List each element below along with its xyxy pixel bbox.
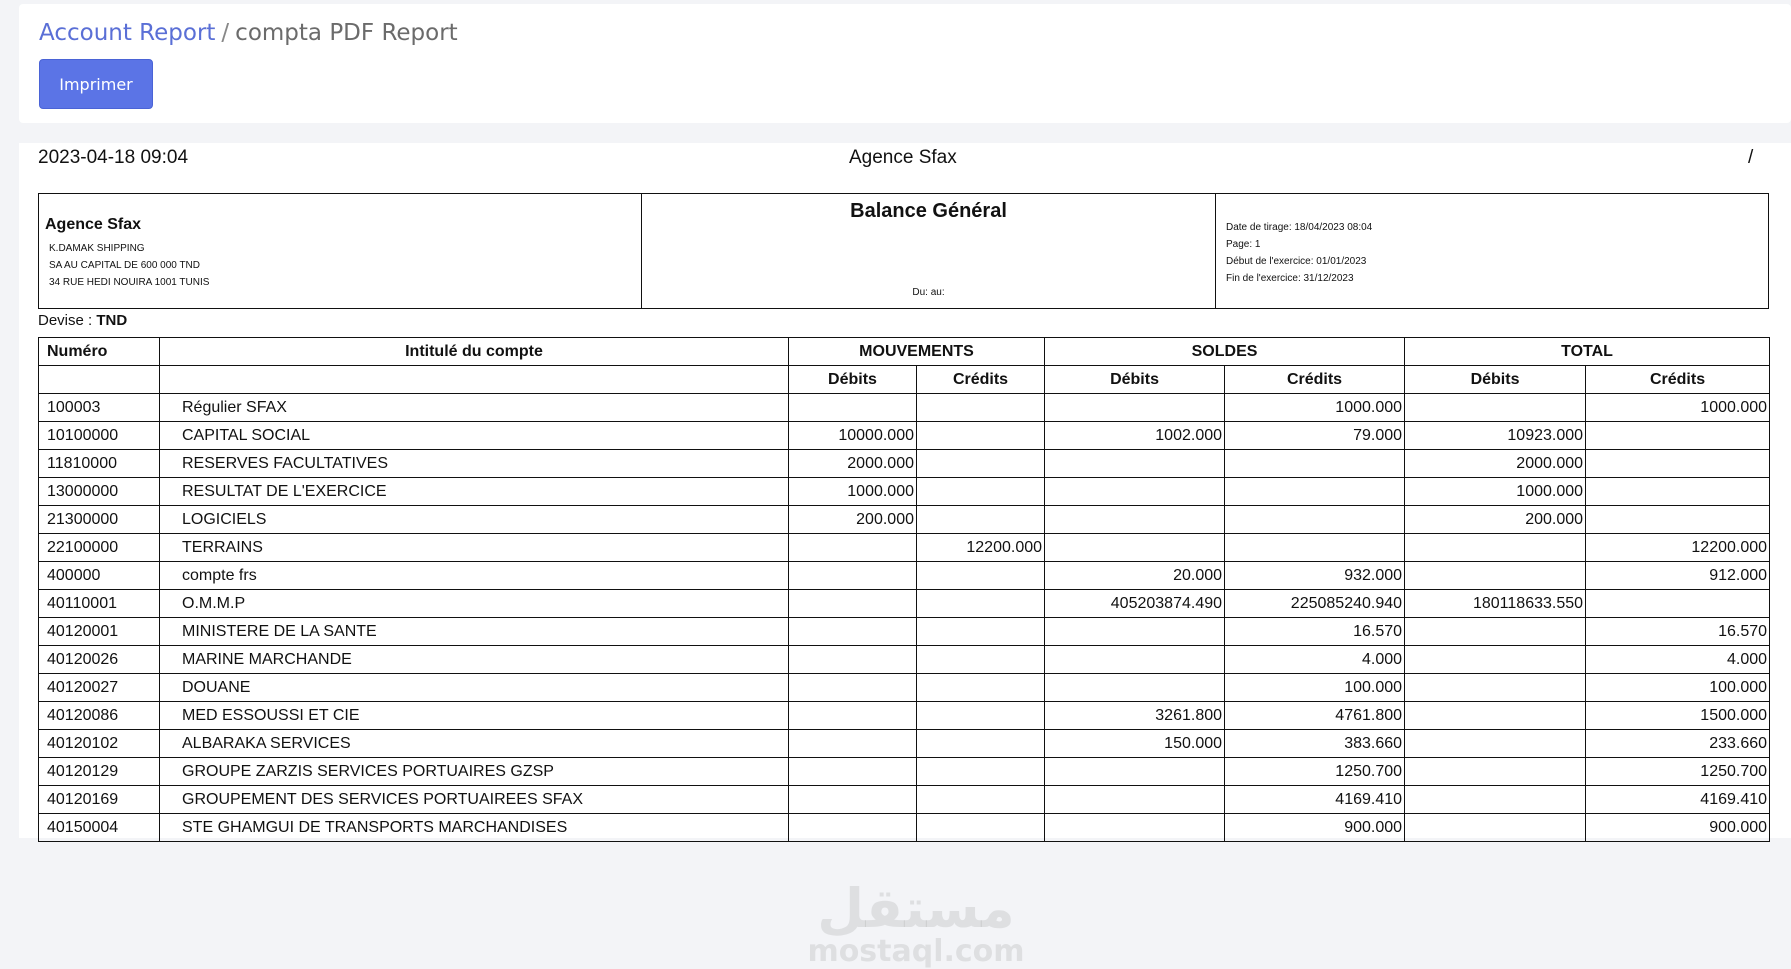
cell-account-number: 40120129 xyxy=(39,758,160,786)
cell-total-credit: 100.000 xyxy=(1586,674,1770,702)
cell-soldes-credit xyxy=(1225,506,1405,534)
cell-total-debit: 180118633.550 xyxy=(1405,590,1586,618)
cell-soldes-credit: 4.000 xyxy=(1225,646,1405,674)
breadcrumb-link-account-report[interactable]: Account Report xyxy=(39,20,216,46)
cell-total-debit: 200.000 xyxy=(1405,506,1586,534)
watermark xyxy=(806,877,1026,969)
table-subheader-row xyxy=(39,366,1770,394)
cell-mouvements-debit: 1000.000 xyxy=(789,478,917,506)
cell-mouvements-credit xyxy=(917,618,1045,646)
cell-account-number: 40120169 xyxy=(39,786,160,814)
column-header-intitule: Intitulé du compte xyxy=(160,338,789,366)
cell-total-debit: 2000.000 xyxy=(1405,450,1586,478)
cell-mouvements-debit xyxy=(789,534,917,562)
cell-mouvements-credit xyxy=(917,478,1045,506)
cell-mouvements-credit xyxy=(917,814,1045,842)
report-page xyxy=(19,143,1791,969)
cell-total-credit: 1000.000 xyxy=(1586,394,1770,422)
cell-account-number: 13000000 xyxy=(39,478,160,506)
report-period: Du: au: xyxy=(912,287,945,298)
column-group-mouvements: MOUVEMENTS xyxy=(789,338,1045,366)
title-block xyxy=(642,194,1216,308)
cell-account-label: TERRAINS xyxy=(160,534,789,562)
cell-total-credit: 1250.700 xyxy=(1586,758,1770,786)
cell-mouvements-debit xyxy=(789,590,917,618)
cell-soldes-debit xyxy=(1045,618,1225,646)
cell-account-label: DOUANE xyxy=(160,674,789,702)
cell-soldes-credit xyxy=(1225,478,1405,506)
company-line: K.DAMAK SHIPPING xyxy=(49,243,145,254)
column-header-mouvements-credits: Crédits xyxy=(917,366,1045,394)
cell-account-number: 40120086 xyxy=(39,702,160,730)
cell-soldes-credit: 1000.000 xyxy=(1225,394,1405,422)
cell-total-debit xyxy=(1405,618,1586,646)
cell-mouvements-credit xyxy=(917,562,1045,590)
cell-mouvements-debit: 200.000 xyxy=(789,506,917,534)
cell-total-credit: 900.000 xyxy=(1586,814,1770,842)
cell-mouvements-debit xyxy=(789,814,917,842)
cell-total-credit xyxy=(1586,590,1770,618)
cell-account-label: CAPITAL SOCIAL xyxy=(160,422,789,450)
watermark-arabic: مستقل xyxy=(817,877,1015,940)
cell-account-number: 100003 xyxy=(39,394,160,422)
currency-line xyxy=(38,312,127,329)
table-row xyxy=(39,534,1770,562)
cell-account-label: ALBARAKA SERVICES xyxy=(160,730,789,758)
cell-mouvements-debit xyxy=(789,394,917,422)
cell-soldes-credit: 100.000 xyxy=(1225,674,1405,702)
cell-soldes-debit xyxy=(1045,394,1225,422)
cell-mouvements-debit xyxy=(789,786,917,814)
report-page-header xyxy=(19,143,1791,173)
cell-account-label: MARINE MARCHANDE xyxy=(160,646,789,674)
cell-soldes-debit xyxy=(1045,506,1225,534)
cell-account-number: 40120026 xyxy=(39,646,160,674)
cell-soldes-credit: 16.570 xyxy=(1225,618,1405,646)
table-row xyxy=(39,450,1770,478)
table-body xyxy=(39,394,1770,842)
breadcrumb-current: compta PDF Report xyxy=(235,20,458,46)
cell-total-debit xyxy=(1405,758,1586,786)
table-row xyxy=(39,478,1770,506)
table-row xyxy=(39,422,1770,450)
cell-mouvements-debit xyxy=(789,646,917,674)
cell-mouvements-credit xyxy=(917,422,1045,450)
cell-soldes-debit xyxy=(1045,814,1225,842)
cell-account-number: 40120027 xyxy=(39,674,160,702)
table-row xyxy=(39,814,1770,842)
cell-account-number: 40120102 xyxy=(39,730,160,758)
print-button[interactable]: Imprimer xyxy=(39,59,153,109)
cell-account-label: GROUPE ZARZIS SERVICES PORTUAIRES GZSP xyxy=(160,758,789,786)
currency-value: TND xyxy=(96,312,128,329)
column-header-total-debits: Débits xyxy=(1405,366,1586,394)
cell-soldes-credit xyxy=(1225,450,1405,478)
cell-total-credit: 233.660 xyxy=(1586,730,1770,758)
cell-total-credit: 4.000 xyxy=(1586,646,1770,674)
breadcrumb-separator: / xyxy=(221,20,230,46)
cell-mouvements-credit xyxy=(917,506,1045,534)
cell-account-label: STE GHAMGUI DE TRANSPORTS MARCHANDISES xyxy=(160,814,789,842)
cell-soldes-credit: 383.660 xyxy=(1225,730,1405,758)
watermark-latin: mostaql.com xyxy=(807,934,1025,969)
cell-soldes-credit: 932.000 xyxy=(1225,562,1405,590)
cell-soldes-debit xyxy=(1045,786,1225,814)
cell-account-number: 11810000 xyxy=(39,450,160,478)
cell-soldes-debit xyxy=(1045,478,1225,506)
cell-account-label: GROUPEMENT DES SERVICES PORTUAIREES SFAX xyxy=(160,786,789,814)
company-line: 34 RUE HEDI NOUIRA 1001 TUNIS xyxy=(49,277,210,288)
column-header-empty xyxy=(160,366,789,394)
cell-soldes-debit xyxy=(1045,646,1225,674)
cell-account-number: 22100000 xyxy=(39,534,160,562)
cell-total-debit xyxy=(1405,562,1586,590)
table-row xyxy=(39,730,1770,758)
cell-account-label: RESULTAT DE L'EXERCICE xyxy=(160,478,789,506)
breadcrumb xyxy=(39,20,458,46)
company-line: SA AU CAPITAL DE 600 000 TND xyxy=(49,260,200,271)
table-row xyxy=(39,506,1770,534)
company-block xyxy=(39,194,642,308)
cell-total-credit xyxy=(1586,450,1770,478)
cell-total-credit: 16.570 xyxy=(1586,618,1770,646)
cell-soldes-debit xyxy=(1045,758,1225,786)
cell-mouvements-credit: 12200.000 xyxy=(917,534,1045,562)
cell-mouvements-credit xyxy=(917,758,1045,786)
table-row xyxy=(39,674,1770,702)
cell-soldes-debit xyxy=(1045,534,1225,562)
cell-total-credit: 1500.000 xyxy=(1586,702,1770,730)
report-page-marker: / xyxy=(1748,147,1754,168)
table-row xyxy=(39,394,1770,422)
cell-soldes-credit: 4169.410 xyxy=(1225,786,1405,814)
cell-mouvements-debit xyxy=(789,562,917,590)
table-row xyxy=(39,590,1770,618)
table-header-row xyxy=(39,338,1770,366)
cell-account-label: MINISTERE DE LA SANTE xyxy=(160,618,789,646)
cell-mouvements-credit xyxy=(917,590,1045,618)
cell-total-credit xyxy=(1586,478,1770,506)
cell-account-number: 40110001 xyxy=(39,590,160,618)
cell-total-debit xyxy=(1405,814,1586,842)
cell-soldes-credit: 79.000 xyxy=(1225,422,1405,450)
meta-line: Fin de l'exercice: 31/12/2023 xyxy=(1226,273,1354,284)
cell-soldes-debit: 1002.000 xyxy=(1045,422,1225,450)
header-card xyxy=(19,4,1791,123)
cell-mouvements-credit xyxy=(917,394,1045,422)
cell-mouvements-debit xyxy=(789,702,917,730)
cell-soldes-credit: 225085240.940 xyxy=(1225,590,1405,618)
cell-account-number: 40120001 xyxy=(39,618,160,646)
cell-account-number: 400000 xyxy=(39,562,160,590)
column-header-empty xyxy=(39,366,160,394)
cell-account-label: MED ESSOUSSI ET CIE xyxy=(160,702,789,730)
report-datetime: 2023-04-18 09:04 xyxy=(38,147,189,168)
meta-line: Date de tirage: 18/04/2023 08:04 xyxy=(1226,222,1373,233)
cell-soldes-debit: 150.000 xyxy=(1045,730,1225,758)
cell-soldes-debit xyxy=(1045,674,1225,702)
column-header-soldes-credits: Crédits xyxy=(1225,366,1405,394)
meta-line: Page: 1 xyxy=(1226,239,1261,250)
column-group-soldes: SOLDES xyxy=(1045,338,1405,366)
cell-soldes-credit xyxy=(1225,534,1405,562)
currency-label: Devise : xyxy=(38,312,93,329)
cell-mouvements-debit xyxy=(789,674,917,702)
cell-mouvements-credit xyxy=(917,702,1045,730)
cell-total-credit: 4169.410 xyxy=(1586,786,1770,814)
cell-soldes-debit: 20.000 xyxy=(1045,562,1225,590)
cell-account-label: compte frs xyxy=(160,562,789,590)
cell-total-debit xyxy=(1405,786,1586,814)
cell-mouvements-debit xyxy=(789,758,917,786)
cell-soldes-debit: 405203874.490 xyxy=(1045,590,1225,618)
column-header-soldes-debits: Débits xyxy=(1045,366,1225,394)
cell-mouvements-debit: 2000.000 xyxy=(789,450,917,478)
cell-total-credit xyxy=(1586,506,1770,534)
cell-account-number: 40150004 xyxy=(39,814,160,842)
table-row xyxy=(39,646,1770,674)
cell-total-credit: 912.000 xyxy=(1586,562,1770,590)
cell-mouvements-credit xyxy=(917,674,1045,702)
cell-total-debit xyxy=(1405,730,1586,758)
cell-account-label: Régulier SFAX xyxy=(160,394,789,422)
column-header-mouvements-debits: Débits xyxy=(789,366,917,394)
cell-soldes-debit xyxy=(1045,450,1225,478)
cell-mouvements-debit xyxy=(789,730,917,758)
cell-total-debit xyxy=(1405,534,1586,562)
cell-account-label: O.M.M.P xyxy=(160,590,789,618)
meta-block xyxy=(1216,194,1768,308)
cell-soldes-credit: 4761.800 xyxy=(1225,702,1405,730)
cell-total-debit xyxy=(1405,674,1586,702)
cell-total-debit: 10923.000 xyxy=(1405,422,1586,450)
cell-account-label: RESERVES FACULTATIVES xyxy=(160,450,789,478)
cell-total-credit xyxy=(1586,422,1770,450)
cell-mouvements-credit xyxy=(917,646,1045,674)
cell-account-number: 21300000 xyxy=(39,506,160,534)
table-row xyxy=(39,702,1770,730)
cell-total-debit xyxy=(1405,394,1586,422)
cell-soldes-debit: 3261.800 xyxy=(1045,702,1225,730)
cell-mouvements-credit xyxy=(917,730,1045,758)
table-row xyxy=(39,758,1770,786)
company-name: Agence Sfax xyxy=(45,216,142,233)
cell-total-debit xyxy=(1405,646,1586,674)
cell-mouvements-debit: 10000.000 xyxy=(789,422,917,450)
report-title: Balance Général xyxy=(850,200,1007,222)
column-header-numero: Numéro xyxy=(39,338,160,366)
table-row xyxy=(39,562,1770,590)
table-row xyxy=(39,618,1770,646)
cell-soldes-credit: 900.000 xyxy=(1225,814,1405,842)
cell-total-debit: 1000.000 xyxy=(1405,478,1586,506)
cell-account-label: LOGICIELS xyxy=(160,506,789,534)
cell-account-number: 10100000 xyxy=(39,422,160,450)
cell-mouvements-credit xyxy=(917,786,1045,814)
cell-mouvements-credit xyxy=(917,450,1045,478)
table-row xyxy=(39,786,1770,814)
report-agency: Agence Sfax xyxy=(849,147,957,168)
cell-total-credit: 12200.000 xyxy=(1586,534,1770,562)
report-info-box xyxy=(38,193,1769,309)
balance-table xyxy=(38,337,1770,842)
cell-total-debit xyxy=(1405,702,1586,730)
cell-mouvements-debit xyxy=(789,618,917,646)
cell-soldes-credit: 1250.700 xyxy=(1225,758,1405,786)
column-header-total-credits: Crédits xyxy=(1586,366,1770,394)
meta-line: Début de l'exercice: 01/01/2023 xyxy=(1226,256,1367,267)
column-group-total: TOTAL xyxy=(1405,338,1770,366)
